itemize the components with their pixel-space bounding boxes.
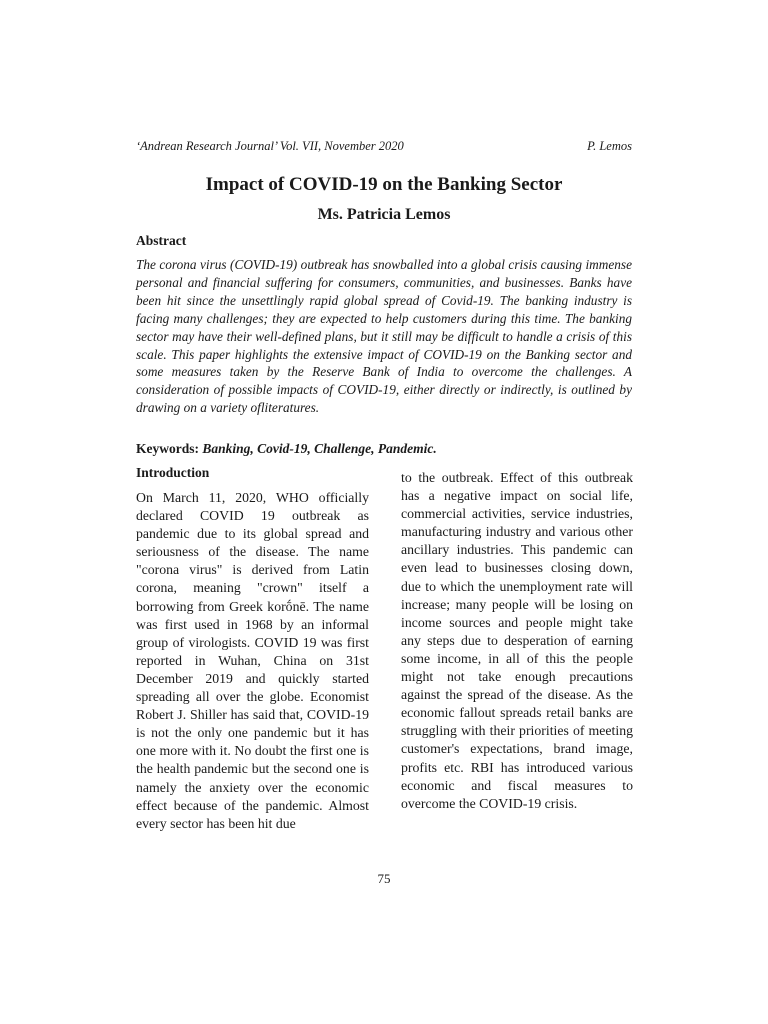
journal-citation: ‘Andrean Research Journal’ Vol. VII, November 2020 <box>136 139 404 153</box>
paper-title: Impact of COVID-19 on the Banking Sector <box>205 174 563 195</box>
running-header <box>136 139 632 154</box>
abstract-heading: Abstract <box>136 233 187 248</box>
introduction-left-column: On March 11, 2020, WHO officially declared COVID 19 outbreak as pandemic due to its global spread and seriousness of the disease. The name "corona virus" is derived from Latin corona, meaning "crown" itself a borrowing from Greek korṓnē. The name was first used in 1968 by an informal group of virologists. COVID 19 was first reported in Wuhan, China on 31st December 2019 and quickly started spreading all over the globe. Economist Robert J. Shiller has said that, COVID-19 is not the only one pandemic but it has one more with it. No doubt the first one is the health pandemic but the second one is namely the anxiety over the economic effect because of the pandemic. Almost every sector has been hit due <box>136 490 369 831</box>
keywords-label: Keywords: <box>136 441 203 456</box>
introduction-heading: Introduction <box>136 465 210 480</box>
keywords-values: Banking, Covid-19, Challenge, Pandemic. <box>202 441 437 456</box>
header-author: P. Lemos <box>587 139 632 153</box>
page-number: 75 <box>377 871 391 886</box>
introduction-right-column: to the outbreak. Effect of this outbreak has a negative impact on social life, commercial activities, service industries, manufacturing industry and various other ancillary industries. This pandemic can even lead to businesses closing down, due to which the unemployment rate will increase; many people will be losing on income sources and people might take any steps due to desperation of earning some income, in all of this the people might not take enough precautions against the spread of the disease. As the economic fallout spreads retail banks are struggling with their priorities of meeting customer's expectations, brand image, profits etc. RBI has introduced various economic and fiscal measures to overcome the COVID-19 crisis. <box>401 470 633 811</box>
keywords-line <box>136 441 632 457</box>
author-name: Ms. Patricia Lemos <box>317 206 451 223</box>
abstract-body: The corona virus (COVID-19) outbreak has snowballed into a global crisis causing immense personal and financial suffering for consumers, communities, and businesses. Banks have been hit since the unsettlingly rapid global spread of Covid-19. The banking industry is facing many challenges; they are expected to help customers during this time. The banking sector may have their well-defined plans, but it still may be difficult to handle a crisis of this scale. This paper highlights the extensive impact of COVID-19 on the Banking sector and some measures taken by the Reserve Bank of India to overcome the challenges. A consideration of possible impacts of COVID-19, either directly or indirectly, is outlined by drawing on a variety ofliteratures. <box>136 257 632 416</box>
